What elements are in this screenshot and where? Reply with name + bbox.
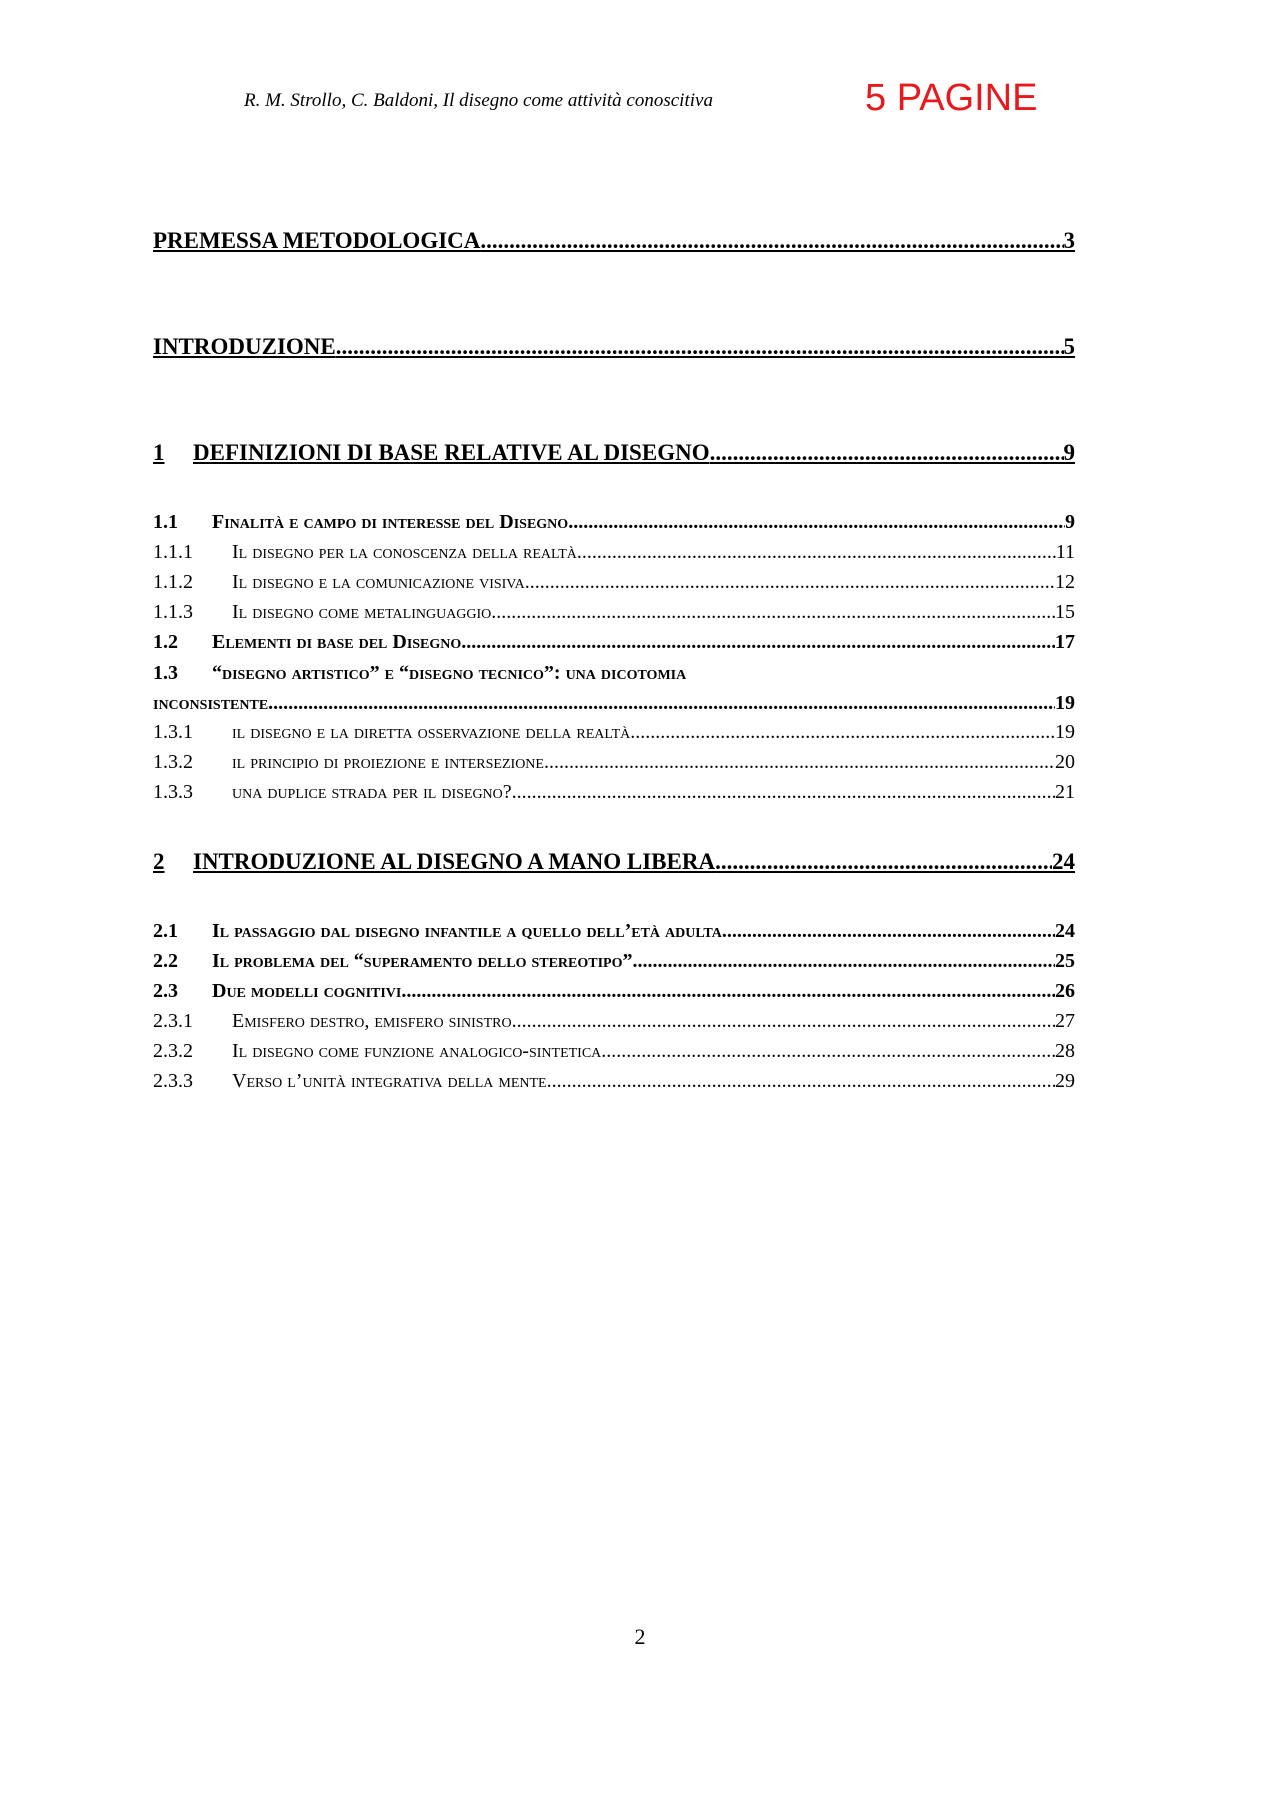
toc-entry-page: 5 xyxy=(1063,334,1075,359)
toc-dot-leader xyxy=(512,1010,1055,1033)
toc-dot-leader xyxy=(544,751,1055,774)
toc-dot-leader xyxy=(525,571,1055,594)
toc-entry-number: 1.3 xyxy=(153,662,178,684)
toc-dot-leader xyxy=(491,601,1055,624)
toc-entry-page: 29 xyxy=(1055,1070,1075,1092)
toc-entry-continuation[interactable] xyxy=(153,692,1075,715)
toc-entry[interactable] xyxy=(153,721,1075,744)
toc-entry-title: Il disegno per la conoscenza della realtà xyxy=(232,541,577,563)
toc-dot-leader xyxy=(715,849,1052,875)
toc-entry-title: Emisfero destro, emisfero sinistro xyxy=(232,1010,512,1032)
toc-entry-page: 11 xyxy=(1055,541,1075,563)
toc-entry-page: 12 xyxy=(1055,571,1075,593)
toc-entry[interactable] xyxy=(153,541,1075,564)
toc-entry[interactable] xyxy=(153,1010,1075,1033)
toc-entry-page: 21 xyxy=(1055,781,1075,803)
toc-entry-title: Il disegno e la comunicazione visiva xyxy=(232,571,525,593)
toc-entry[interactable] xyxy=(153,228,1075,254)
toc-entry[interactable] xyxy=(153,334,1075,360)
toc-entry-page: 24 xyxy=(1055,920,1075,942)
toc-entry-title-cont: inconsistente xyxy=(153,692,269,714)
toc-entry-number: 1.2 xyxy=(153,631,178,653)
toc-dot-leader xyxy=(630,721,1055,744)
toc-entry[interactable] xyxy=(153,440,1075,466)
toc-entry-page: 19 xyxy=(1055,692,1075,714)
toc-dot-leader xyxy=(512,781,1055,804)
toc-entry[interactable] xyxy=(153,662,1075,685)
toc-entry-page: 28 xyxy=(1055,1040,1075,1062)
page-count-stamp: 5 PAGINE xyxy=(865,77,1038,119)
toc-entry[interactable] xyxy=(153,1070,1075,1093)
toc-entry[interactable] xyxy=(153,601,1075,624)
toc-dot-leader xyxy=(577,541,1056,564)
toc-entry-title: Finalità e campo di interesse del Disegno xyxy=(212,511,569,533)
toc-dot-leader xyxy=(461,631,1055,654)
toc-dot-leader xyxy=(336,334,1064,360)
toc-entry-page: 9 xyxy=(1063,440,1075,465)
toc-entry-number: 2.2 xyxy=(153,950,178,972)
toc-entry-title: PREMESSA METODOLOGICA xyxy=(153,228,481,253)
toc-dot-leader xyxy=(632,950,1055,973)
toc-entry-page: 20 xyxy=(1055,751,1075,773)
toc-entry-page: 19 xyxy=(1055,721,1075,743)
toc-entry-title: Il problema del “superamento dello stereotipo” xyxy=(212,950,633,972)
toc-entry-page: 25 xyxy=(1055,950,1075,972)
toc-entry-number: 1.3.1 xyxy=(153,721,193,743)
toc-entry-number: 1.3.2 xyxy=(153,751,193,773)
toc-entry-number: 2.3.3 xyxy=(153,1070,193,1092)
toc-entry-title: INTRODUZIONE xyxy=(153,334,336,359)
toc-entry-page: 27 xyxy=(1055,1010,1075,1032)
toc-entry-number: 2 xyxy=(153,849,165,874)
toc-entry[interactable] xyxy=(153,781,1075,804)
toc-entry-title: Il disegno come metalinguaggio xyxy=(232,601,492,623)
toc-entry-page: 26 xyxy=(1055,980,1075,1002)
toc-entry-number: 1.3.3 xyxy=(153,781,193,803)
toc-entry-title: “disegno artistico” e “disegno tecnico”: una dicotomia xyxy=(212,662,687,684)
toc-entry-title: Elementi di base del Disegno xyxy=(212,631,462,653)
toc-dot-leader xyxy=(547,1070,1055,1093)
toc-dot-leader xyxy=(480,228,1063,254)
toc-entry[interactable] xyxy=(153,511,1075,534)
toc-entry-number: 1.1.2 xyxy=(153,571,193,593)
toc-dot-leader xyxy=(401,980,1055,1003)
toc-entry-number: 2.3.2 xyxy=(153,1040,193,1062)
running-header: R. M. Strollo, C. Baldoni, Il disegno come attività conoscitiva xyxy=(244,90,713,111)
toc-entry-page: 3 xyxy=(1063,228,1075,253)
toc-entry-page: 24 xyxy=(1052,849,1075,874)
toc-entry-number: 1.1 xyxy=(153,511,178,533)
toc-entry-number: 1 xyxy=(153,440,165,465)
toc-dot-leader xyxy=(568,511,1065,534)
toc-entry-number: 2.1 xyxy=(153,920,178,942)
toc-entry[interactable] xyxy=(153,920,1075,943)
toc-entry-title: Due modelli cognitivi xyxy=(212,980,402,1002)
toc-entry-number: 1.1.1 xyxy=(153,541,193,563)
toc-dot-leader xyxy=(722,920,1055,943)
toc-entry-title: INTRODUZIONE AL DISEGNO A MANO LIBERA xyxy=(193,849,716,874)
toc-entry-title: una duplice strada per il disegno? xyxy=(232,781,512,803)
toc-entry[interactable] xyxy=(153,950,1075,973)
toc-entry-number: 2.3 xyxy=(153,980,178,1002)
toc-entry-page: 17 xyxy=(1055,631,1075,653)
page-number: 2 xyxy=(634,1624,646,1649)
toc-dot-leader xyxy=(601,1040,1055,1063)
toc-entry-number: 1.1.3 xyxy=(153,601,193,623)
toc-entry-title: il disegno e la diretta osservazione della realtà xyxy=(232,721,631,743)
toc-entry[interactable] xyxy=(153,980,1075,1003)
toc-entry-title: Il disegno come funzione analogico-sintetica xyxy=(232,1040,602,1062)
toc-entry[interactable] xyxy=(153,1040,1075,1063)
toc-entry-page: 15 xyxy=(1055,601,1075,623)
toc-entry[interactable] xyxy=(153,571,1075,594)
toc-entry[interactable] xyxy=(153,631,1075,654)
toc-entry[interactable] xyxy=(153,751,1075,774)
toc-entry-title: Il passaggio dal disegno infantile a quello dell’età adulta xyxy=(212,920,722,942)
toc-entry[interactable] xyxy=(153,849,1075,875)
toc-entry-number: 2.3.1 xyxy=(153,1010,193,1032)
toc-entry-page: 9 xyxy=(1065,511,1075,533)
toc-entry-title: Verso l’unità integrativa della mente xyxy=(232,1070,547,1092)
toc-entry-title: DEFINIZIONI DI BASE RELATIVE AL DISEGNO xyxy=(193,440,710,465)
toc-dot-leader xyxy=(268,692,1055,715)
toc-dot-leader xyxy=(710,440,1064,466)
toc-entry-title: il principio di proiezione e intersezione xyxy=(232,751,544,773)
